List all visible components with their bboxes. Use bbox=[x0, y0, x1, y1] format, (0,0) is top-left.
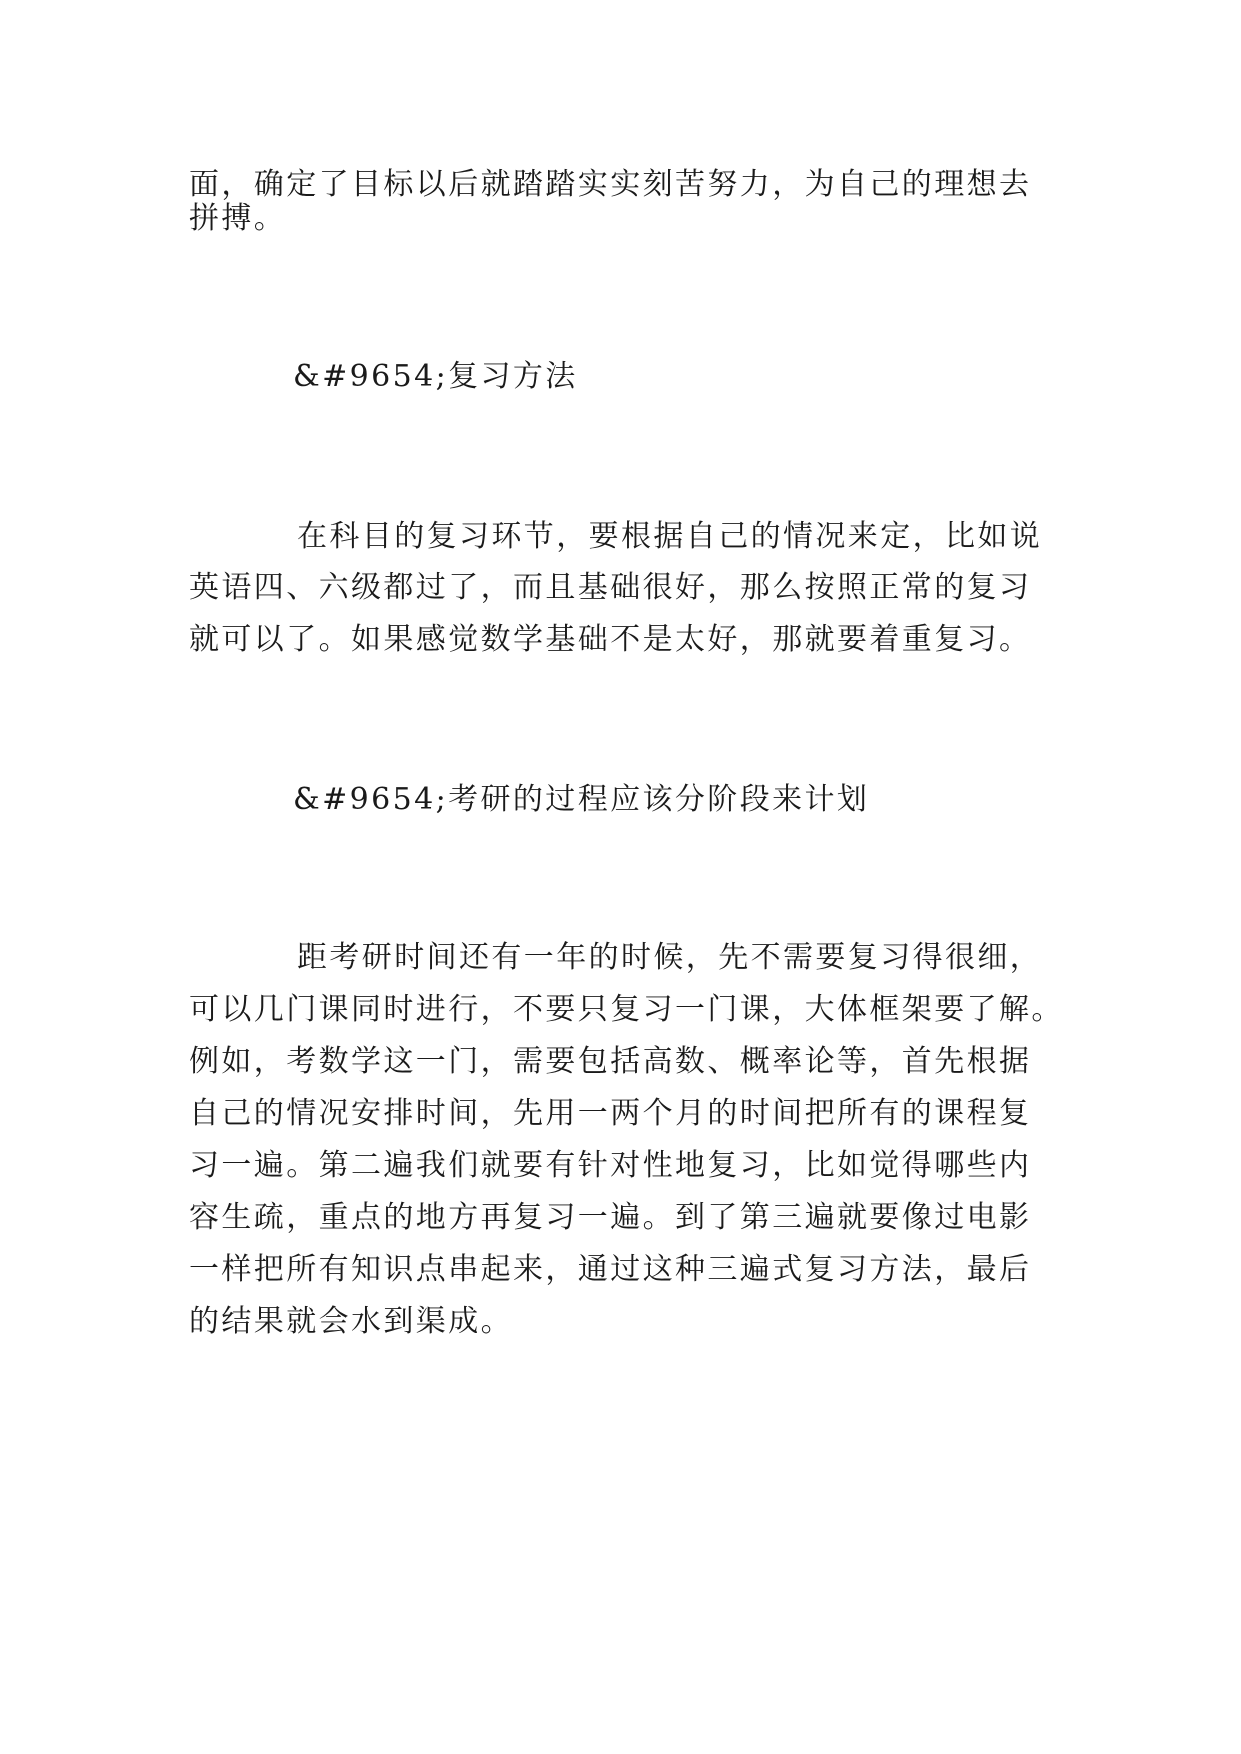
paragraph-line: 面，确定了目标以后就踏踏实实刻苦努力，为自己的理想去 bbox=[189, 167, 1032, 202]
paragraph-line: 自己的情况安排时间，先用一两个月的时间把所有的课程复 bbox=[189, 1096, 1032, 1131]
section-heading: &#9654;复习方法 bbox=[293, 359, 578, 394]
paragraph-line: 英语四、六级都过了，而且基础很好，那么按照正常的复习 bbox=[189, 570, 1032, 605]
paragraph-line: 的结果就会水到渠成。 bbox=[189, 1304, 513, 1339]
paragraph-line: 习一遍。第二遍我们就要有针对性地复习，比如觉得哪些内 bbox=[189, 1148, 1032, 1183]
section-heading: &#9654;考研的过程应该分阶段来计划 bbox=[293, 782, 870, 817]
paragraph-line: 一样把所有知识点串起来，通过这种三遍式复习方法，最后 bbox=[189, 1252, 1032, 1287]
paragraph-line: 拼搏。 bbox=[189, 201, 287, 236]
paragraph-line: 就可以了。如果感觉数学基础不是太好，那就要着重复习。 bbox=[189, 622, 1032, 657]
paragraph-line: 容生疏，重点的地方再复习一遍。到了第三遍就要像过电影 bbox=[189, 1200, 1032, 1235]
paragraph-line: 距考研时间还有一年的时候，先不需要复习得很细， bbox=[297, 940, 1043, 975]
paragraph-line: 可以几门课同时进行，不要只复习一门课，大体框架要了解。 bbox=[189, 992, 1064, 1027]
paragraph-line: 在科目的复习环节，要根据自己的情况来定，比如说 bbox=[297, 519, 1043, 554]
paragraph-line: 例如，考数学这一门，需要包括高数、概率论等，首先根据 bbox=[189, 1044, 1032, 1079]
